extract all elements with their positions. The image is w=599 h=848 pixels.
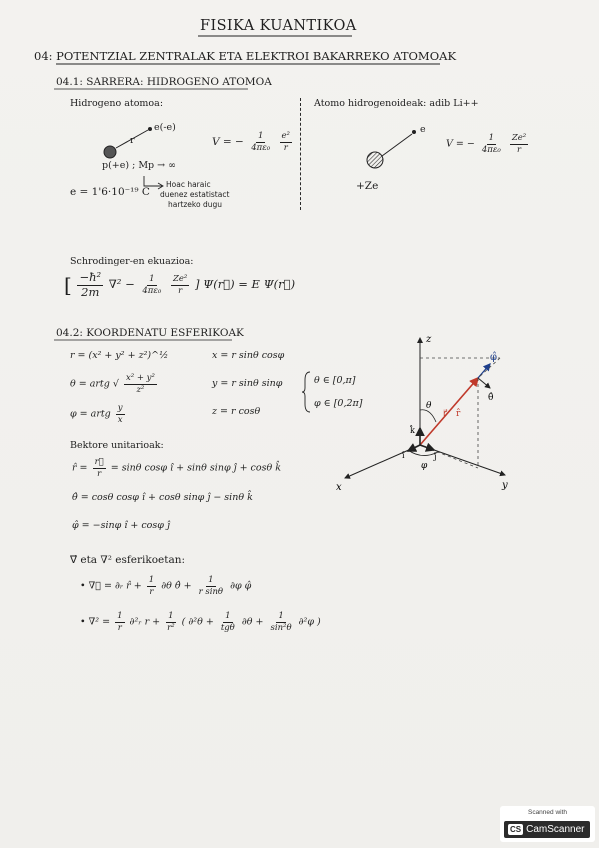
laplacian-equation: • ∇² = $\frac{1}{r}$ ∂²ᵣ r + $\frac{1}{\text{r²}}$ ( ∂²θ + $\frac{1}{\text{tgθ}}$ ∂θ + $\frac{1}{\text{sin²θ}}$ ∂²φ ) [80, 611, 321, 633]
range-brace [302, 370, 312, 414]
section-heading: 04: POTENTZIAL ZENTRALAK ETA ELEKTROI BAKARREKO ATOMOAK [34, 49, 457, 63]
schr-frac2: $\frac{1}{\text{4πε₀}}$ [142, 274, 162, 296]
electron-charge: e = 1'6·10⁻¹⁹ C [70, 186, 150, 198]
thetahat-vector [478, 378, 490, 388]
s41-heading: 04.1: SARRERA: HIDROGENO ATOMOA [56, 76, 272, 88]
camscanner-icon: CS [510, 824, 522, 834]
s42-heading: 04.2: KOORDENATU ESFERIKOAK [56, 327, 244, 339]
potential-left-prefix: V = − [212, 136, 244, 148]
note-line-3: hartzeko dugu [168, 200, 223, 209]
theta-frac: $\frac{\text{x² + y²}}{\text{z²}}$ [125, 373, 155, 395]
page-title: FISIKA KUANTIKOA [200, 18, 357, 34]
hydrogen-label: Hidrogeno atomoa: [70, 98, 164, 109]
lap-frac2: $\frac{1}{\text{r²}}$ [167, 611, 175, 633]
phi-frac: $\frac{y}{x}$ [117, 403, 123, 425]
nucleus-label-right: +Ze [356, 180, 379, 192]
theta-label: θ [426, 401, 432, 411]
potential-right-prefix: V = − [446, 138, 475, 150]
schrodinger-equation: [ $\frac{\text{−ħ²}}{2m}$ ∇² − $\frac{1}{\text{4πε₀}}$ $\frac{\text{Ze²}}{r}$ ] Ψ(r⃗) = E Ψ(r⃗) [64, 270, 296, 299]
potential-left-frac2: $\frac{\text{e²}}{r}$ [281, 131, 290, 153]
theta-definition: θ = artg √ $\frac{\text{x² + y²}}{\text{z²}}$ [70, 373, 155, 395]
x-axis-label: x [336, 482, 342, 493]
electron-dot-right [412, 130, 416, 134]
schr-frac1: $\frac{\text{−ħ²}}{2m}$ [79, 270, 102, 299]
lap-frac3: $\frac{1}{\text{tgθ}}$ [220, 611, 235, 633]
nucleus-dot [367, 152, 383, 168]
r-vector-label: r⃗ [443, 409, 447, 419]
thetahat-equation: θ̂ = cosθ cosφ î + cosθ sinφ ĵ − sinθ k̂ [72, 492, 253, 503]
electron-label-left: e(-e) [154, 122, 176, 133]
camscanner-logo [504, 821, 590, 838]
electron-label-right: e [420, 124, 426, 135]
phi-definition: φ = artg $\frac{y}{x}$ [70, 403, 123, 425]
grad-frac1: $\frac{1}{r}$ [148, 575, 155, 597]
note-line-2: duenez estatistact [160, 190, 230, 199]
schrodinger-label: Schrodinger-en ekuazioa: [70, 256, 194, 267]
ihat-vector [408, 445, 420, 451]
electron-dot [148, 127, 152, 131]
ihat-label: î [402, 451, 405, 460]
khat-label: k̂ [410, 426, 415, 435]
phi-range: φ ∈ [0,2π] [314, 398, 363, 409]
divider-line [300, 98, 301, 210]
note-line-1: Hoac haraic [166, 180, 211, 189]
y-definition: y = r sinθ sinφ [212, 378, 283, 389]
potential-right-frac1: $\frac{1}{\text{4πε₀}}$ [481, 133, 501, 155]
phihat-label: φ̂ [490, 352, 498, 363]
x-definition: x = r sinθ cosφ [212, 350, 285, 361]
potential-left [212, 132, 294, 152]
potential-right-frac2: $\frac{\text{Ze²}}{r}$ [511, 133, 527, 155]
r-label-left: r [130, 135, 135, 146]
phihat-equation: φ̂ = −sinφ î + cosφ ĵ [72, 520, 170, 531]
camscanner-badge [500, 806, 595, 842]
phi-label: φ [421, 461, 428, 471]
spherical-coordinates-diagram [330, 330, 520, 500]
theta-arc [420, 410, 436, 422]
radius-line-right [382, 134, 412, 156]
y-axis-label: y [502, 480, 508, 491]
r-definition: r = (x² + y² + z²)^½ [70, 350, 169, 361]
rhat-frac: $\frac{r⃗}{r}$ [94, 457, 104, 479]
z-axis-label: z [426, 334, 432, 345]
nabla-label: ∇⃗ eta ∇² esferikoetan: [70, 554, 186, 566]
z-definition: z = r cosθ [212, 406, 261, 417]
scanned-with-text: Scanned with [527, 809, 568, 816]
camscanner-brand: CamScanner [526, 824, 585, 835]
proton-label: p(+e) ; Mp → ∞ [102, 160, 177, 171]
rhat-label: r̂ [456, 409, 461, 419]
thetahat-label: θ̂ [488, 393, 494, 403]
gradient-equation: • ∇⃗ = ∂ᵣ r̂ + $\frac{1}{r}$ ∂θ θ̂ + $\frac{1}{\text{r sinθ}}$ ∂φ φ̂ [80, 575, 252, 597]
schr-frac3: $\frac{\text{Ze²}}{r}$ [173, 274, 188, 296]
rhat-equation: r̂ = $\frac{r⃗}{r}$ = sinθ cosφ î + sinθ sinφ ĵ + cosθ k̂ [72, 457, 281, 479]
grad-frac2: $\frac{1}{\text{r sinθ}}$ [198, 575, 224, 597]
theta-range: θ ∈ [0,π] [314, 375, 356, 386]
potential-left-frac1: $\frac{1}{\text{4πε₀}}$ [251, 131, 271, 153]
unit-vectors-label: Bektore unitarioak: [70, 440, 164, 451]
hydrogenoid-label: Atomo hidrogenoideak: adib Li++ [314, 98, 479, 109]
jhat-vector [420, 445, 434, 450]
lap-frac1: $\frac{1}{r}$ [117, 611, 123, 633]
lap-frac4: $\frac{1}{\text{sin²θ}}$ [270, 611, 292, 633]
potential-right [446, 134, 530, 154]
jhat-label: ĵ [434, 452, 437, 461]
proton-dot [104, 146, 116, 158]
